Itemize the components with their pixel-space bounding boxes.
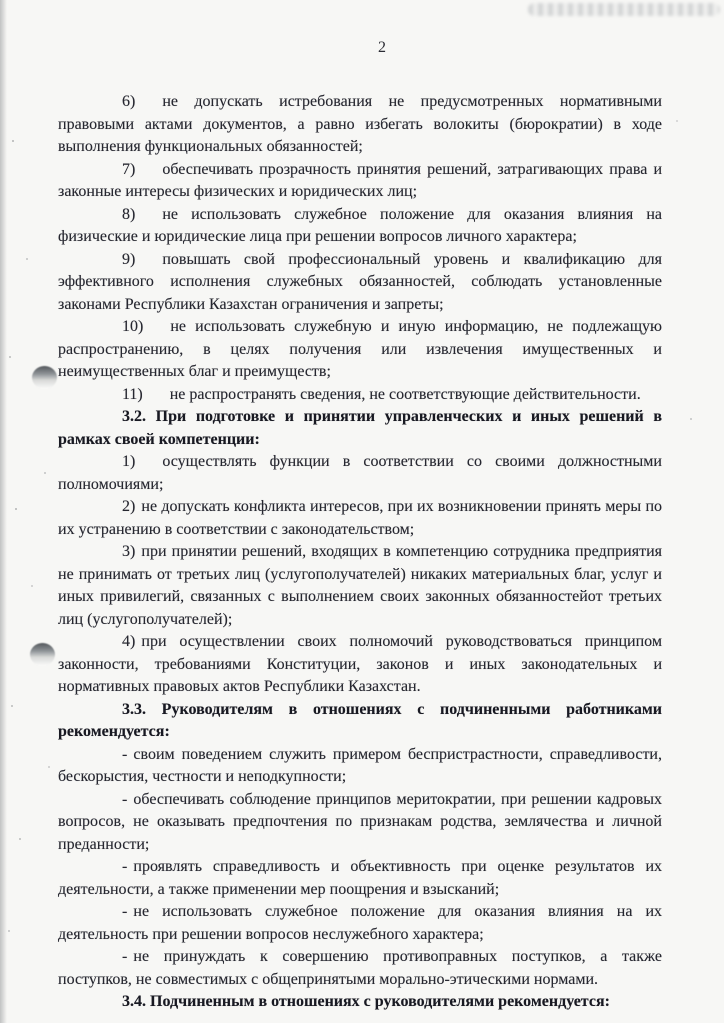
item-marker: 2) (122, 498, 136, 515)
list-item-6 (58, 91, 662, 159)
list-item-11 (58, 384, 662, 407)
item-marker: 8) (122, 205, 136, 223)
paragraph-text: при осуществлении своих полномочий руководствоваться принципом законности, требованиями Конституции, законов и иных законодательных и нормативных правовых актов Республики Казахстан. (58, 633, 662, 695)
list-item-1 (58, 451, 662, 496)
dash-marker: - (122, 858, 128, 875)
paragraph-text: при принятии решений, входящих в компетенцию сотрудника предприятия не принимать от третьих лиц (услугополучателей) никаких материальных благ, услуг и иных привилегий, связанных с выполнением своих законных обязанностейот третьих лиц (услугополучателей); (58, 543, 662, 628)
item-marker: 10) (122, 318, 144, 335)
dash-item-1 (58, 744, 662, 789)
paragraph-text: не использовать служебную и иную информацию, не подлежащую распространению, в целях получения или извлечения имущественных и неимущественных благ и преимуществ; (58, 318, 662, 380)
dash-marker: - (122, 745, 128, 763)
paragraph-text: осуществлять функции в соответствии со своими должностными полномочиями; (58, 453, 662, 493)
item-marker: 6) (122, 93, 136, 110)
list-item-2 (58, 496, 662, 541)
paragraph-text: не принуждать к совершению противоправных поступков, а также поступков, не совместимых с общепринятыми морально-этическими нормами. (58, 948, 662, 988)
section-heading-3-3: 3.3. Руководителям в отношениях с подчиненными работниками рекомендуется: (58, 700, 662, 740)
paragraph-text: повышать свой профессиональный уровень и квалификацию для эффективного исполнения служебных обязанностей, соблюдать установленные законами Республики Казахстан ограничения и запреты; (58, 250, 662, 313)
list-item-7 (58, 159, 662, 204)
item-marker: 1) (122, 453, 136, 470)
item-marker: 7) (122, 160, 136, 178)
paragraph-text: не допускать конфликта интересов, при их возникновении принять меры по их устранению в соответствии с законодательством; (58, 498, 662, 538)
dash-item-4 (58, 901, 662, 946)
list-item-3 (58, 541, 662, 631)
dash-marker: - (122, 948, 128, 965)
section-heading-3-2: 3.2. При подготовке и принятии управленческих и иных решений в рамках своей компетенции: (58, 408, 662, 448)
paragraph-text: проявлять справедливость и объективность при оценке результатов их деятельности, а также применении мер поощрения и взысканий; (58, 858, 662, 898)
scan-noise-specks (0, 0, 2, 2)
document-body (58, 91, 662, 1014)
dash-marker: - (122, 903, 128, 920)
paragraph-text: не использовать служебное положение для оказания влияния на физические и юридические лица при решении вопросов личного характера; (58, 205, 662, 245)
faded-stamp-smudge (528, 3, 720, 16)
paragraph-text: обеспечивать прозрачность принятия решений, затрагивающих права и законные интересы физических и юридических лиц; (58, 160, 662, 200)
list-item-8 (58, 204, 662, 249)
paragraph-text: обеспечивать соблюдение принципов меритократии, при решении кадровых вопросов, не оказывать предпочтения по признакам родства, землячества и личной преданности; (58, 790, 662, 853)
dash-item-5 (58, 946, 662, 991)
paragraph-text: не распространять сведения, не соответствующие действительности. (169, 385, 641, 403)
page-number: 2 (378, 39, 386, 56)
list-item-4 (58, 631, 662, 699)
item-marker: 9) (122, 250, 136, 268)
section-heading-3-4: 3.4. Подчиненным в отношениях с руководителями рекомендуется: (122, 993, 610, 1010)
dash-item-2 (58, 789, 662, 857)
dash-marker: - (122, 790, 128, 808)
item-marker: 11) (122, 385, 143, 403)
list-item-10 (58, 316, 662, 384)
scan-left-edge-shadow (0, 0, 7, 1023)
punch-hole-top (32, 366, 57, 389)
dash-item-3 (58, 856, 662, 901)
punch-hole-bottom (30, 643, 55, 666)
paragraph-text: не использовать служебное положение для оказания влияния на их деятельность при решении вопросов неслужебного характера; (58, 903, 662, 943)
list-item-9 (58, 249, 662, 317)
item-marker: 4) (122, 633, 136, 650)
paragraph-text: не допускать истребования не предусмотренных нормативными правовыми актами документов, а равно избегать волокиты (бюрократии) в ходе выполнения функциональных обязанностей; (58, 93, 662, 155)
item-marker: 3) (122, 543, 136, 560)
paragraph-text: своим поведением служить примером беспристрастности, справедливости, бескорыстия, честности и неподкупности; (58, 745, 662, 785)
